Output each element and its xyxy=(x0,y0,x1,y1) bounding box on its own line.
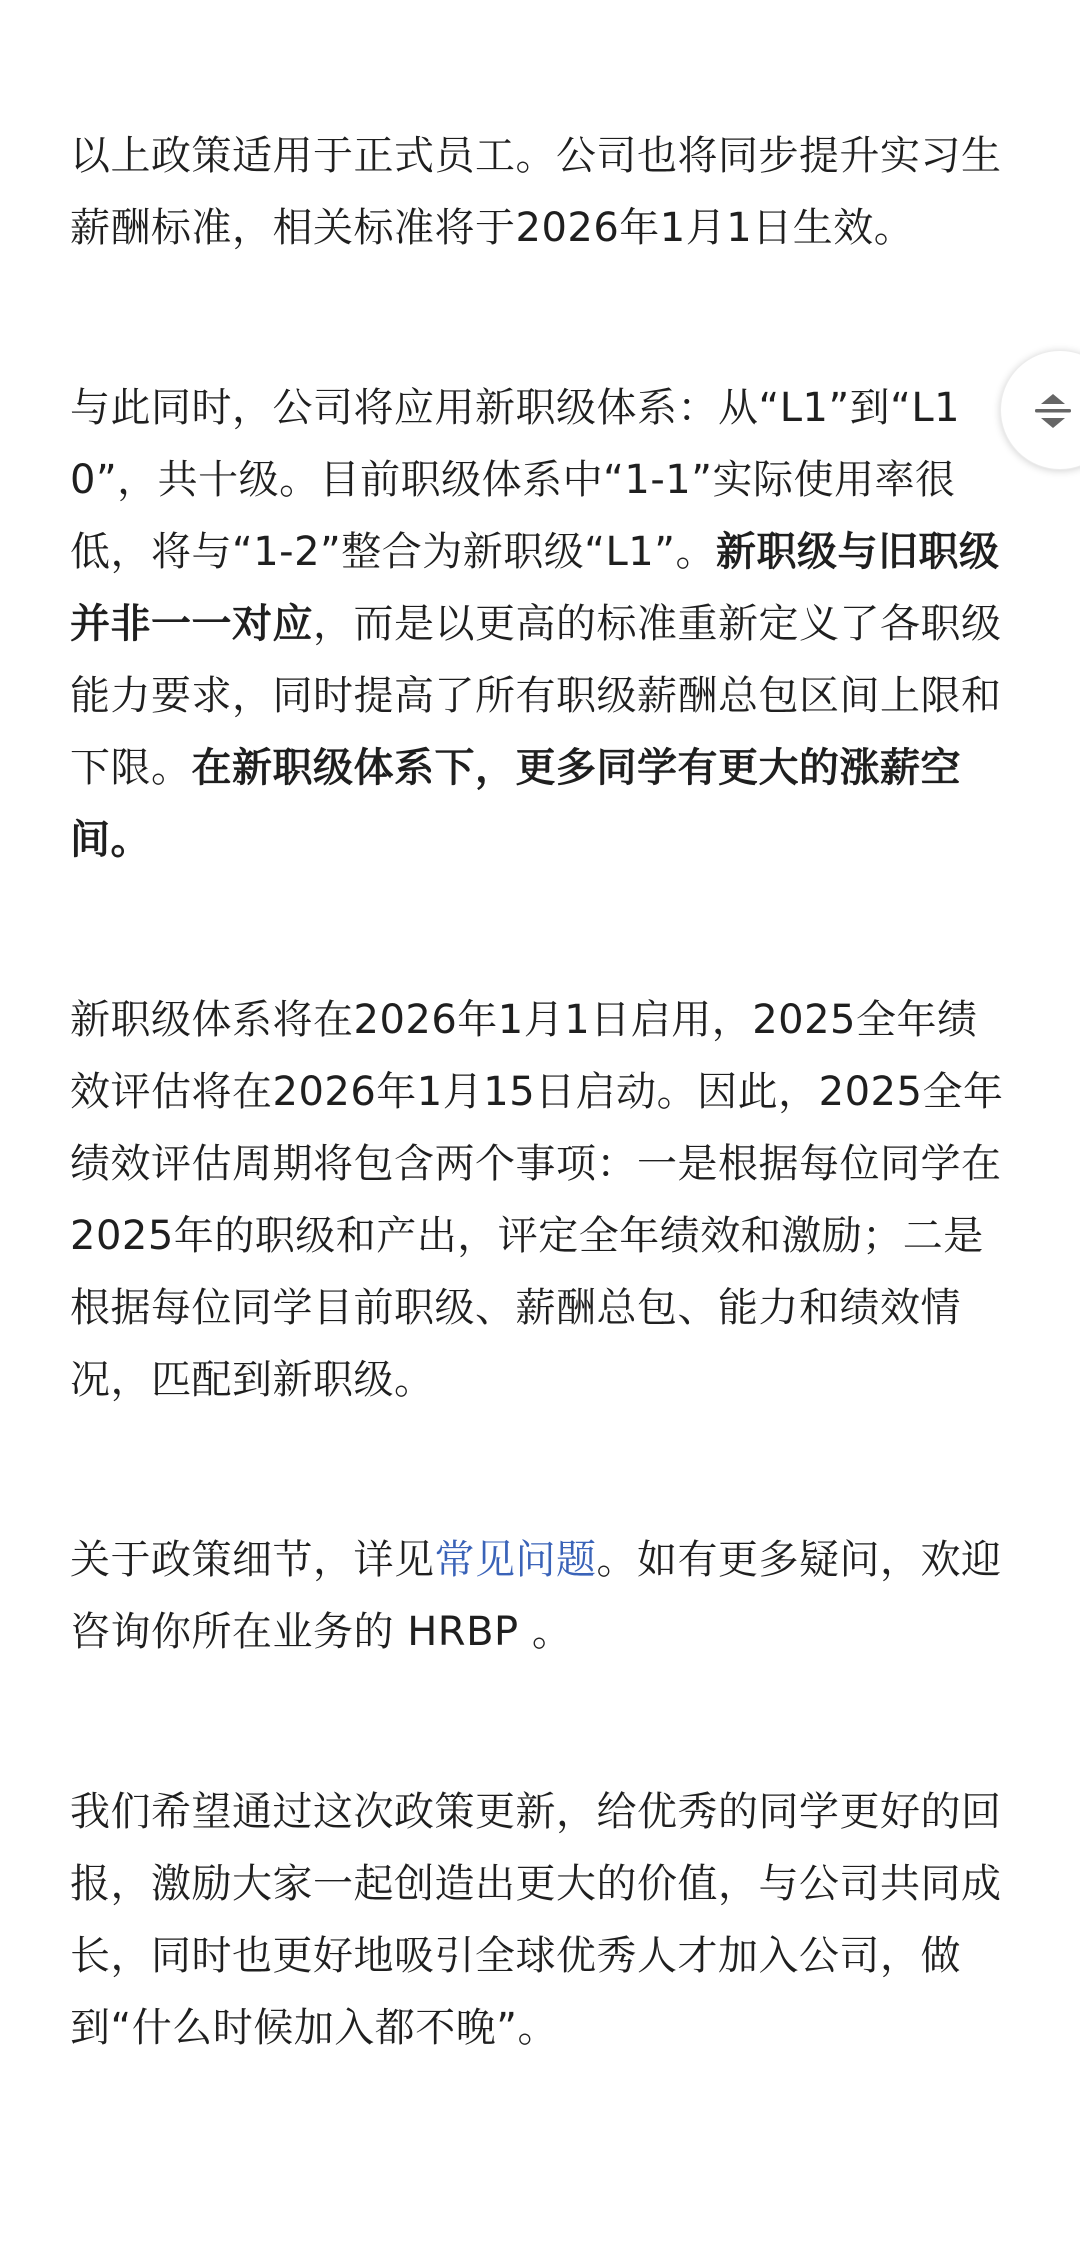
level-system-text-2: ，而是以更高的标准重新定义了各职级能力要求，同时提高了所有职级薪酬总包区间上限和下限。 xyxy=(70,601,1002,791)
paragraph-faq-contact xyxy=(70,1524,1015,1668)
article-body xyxy=(70,120,1015,2064)
up-down-arrows-icon xyxy=(1031,387,1075,435)
paragraph-closing: 我们希望通过这次政策更新，给优秀的同学更好的回报，激励大家一起创造出更大的价值，与公司共同成长，同时也更好地吸引全球优秀人才加入公司，做到“什么时候加入都不晚”。 xyxy=(70,1789,1002,2051)
paragraph-intern-policy: 以上政策适用于正式员工。公司也将同步提升实习生薪酬标准，相关标准将于2026年1月1日生效。 xyxy=(70,133,1002,251)
raise-space-bold: 在新职级体系下，更多同学有更大的涨薪空间。 xyxy=(70,745,961,863)
paragraph-performance-review: 新职级体系将在2026年1月1日启用，2025全年绩效评估将在2026年1月15日启动。因此，2025全年绩效评估周期将包含两个事项：一是根据每位同学在2025年的职级和产出，评定全年绩效和激励；二是根据每位同学目前职级、薪酬总包、能力和绩效情况，匹配到新职级。 xyxy=(70,997,1004,1403)
faq-text-after: 。如有更多疑问，欢迎咨询你所在业务的 HRBP 。 xyxy=(70,1537,1002,1655)
level-system-text-1: 与此同时，公司将应用新职级体系：从“L1”到“L10”，共十级。目前职级体系中“1-1”实际使用率很低，将与“1-2”整合为新职级“L1”。 xyxy=(70,385,961,575)
faq-text-before: 关于政策细节，详见 xyxy=(70,1537,435,1583)
level-mapping-bold: 新职级与旧职级并非一一对应 xyxy=(70,529,1000,647)
paragraph-new-level-system xyxy=(70,372,1015,876)
faq-link[interactable]: 常见问题 xyxy=(434,1537,597,1583)
